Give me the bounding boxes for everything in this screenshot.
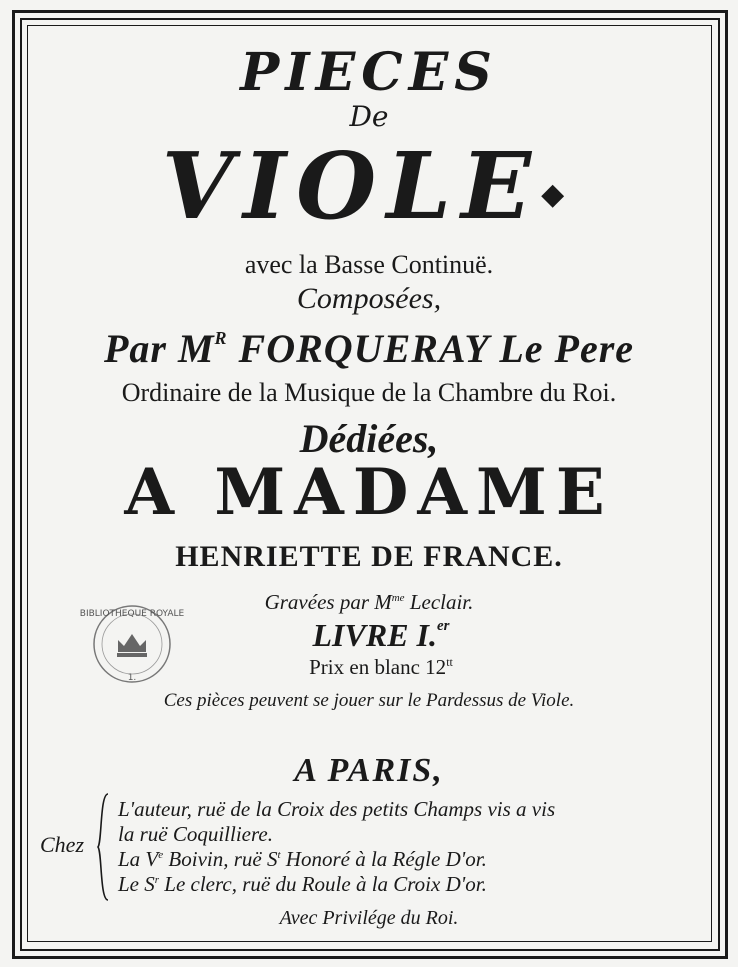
addr4-prefix: Le S [118,872,155,896]
addr3-sup: e [158,849,164,861]
addr3-prefix: La V [118,847,159,871]
composer-title: Ordinaire de la Musique de la Chambre du Roi. [121,378,617,407]
dedication-madame: A MADAME [124,455,614,530]
address-line-1: L'auteur, ruë de la Croix des petits Champs vis a vis [118,797,556,821]
engraver-name: Leclair. [404,590,474,614]
composer-prefix: Par M [103,326,215,371]
engraver-sup: me [391,592,405,604]
chez-label: Chez [40,832,84,857]
book-number [12,617,738,654]
dedication-henriette: HENRIETTE DE FRANCE. [175,540,563,573]
place-paris: A PARIS, [294,752,444,789]
stamp-number: 1. [127,673,137,683]
addr3-mid: Boivin, ruë S [163,847,278,871]
royal-privilege: Avec Privilége du Roi. [279,907,459,929]
pardessus-note: Ces pièces peuvent se jouer sur le Pardessus de Viole. [163,690,575,711]
title-de: De [349,100,389,133]
dediees-label: Dédiées, [299,416,439,461]
title-pieces: PIECES [240,42,498,103]
addr3-suffix: Honoré à la Régle D'or. [280,847,487,871]
composer-name-text: FORQUERAY Le Pere [227,326,635,371]
composees-label: Composées, [296,282,442,315]
addr4-suffix: Le clerc, ruë du Roule à la Croix D'or. [159,872,487,896]
price-text: Prix en blanc 12 [309,655,447,679]
addr3-sup2: t [277,849,281,861]
title-viole [0,132,732,240]
composer-prefix-sup: R [214,328,228,348]
diamond-ornament-icon: ◆ [541,176,565,212]
address-line-2: la ruë Coquilliere. [118,822,273,846]
address-line-3 [118,847,487,872]
stamp-text: BIBLIOTHEQUE ROYALE [80,609,185,619]
engraver-prefix: Gravées par M [264,590,392,614]
addr4-sup: r [154,874,160,886]
book-number-text: LIVRE I. [312,617,437,653]
title-viole-text: VIOLE [161,132,542,240]
subtitle-basse-continue: avec la Basse Continuë. [244,250,494,279]
composer-name [0,325,738,372]
address-line-4 [118,872,487,897]
book-number-sup: er [436,618,450,634]
price-line [12,655,738,680]
curly-brace-icon [96,792,110,902]
price-sup: tt [446,655,453,669]
